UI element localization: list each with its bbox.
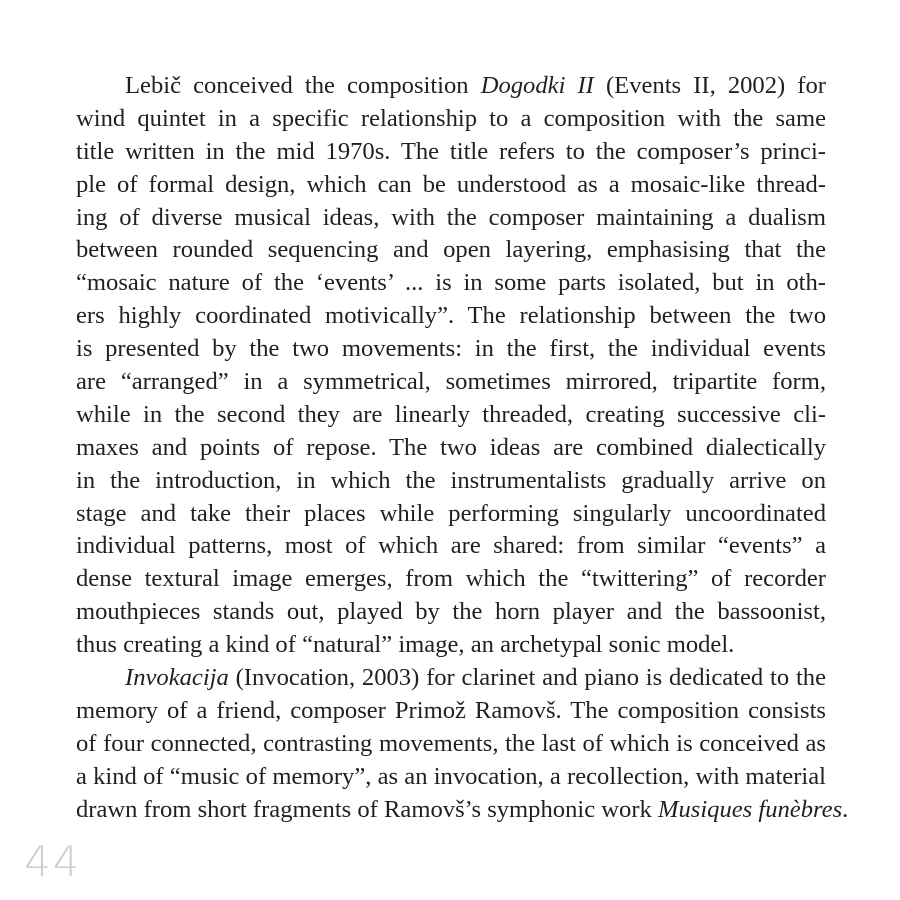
text-run: memory of a friend, composer Primož Ramovš. The composition consists	[76, 696, 826, 724]
paragraph	[76, 662, 849, 826]
text-line	[76, 300, 826, 333]
text-line	[76, 465, 826, 498]
text-run: thus creating a kind of “natural” image, an archetypal sonic model.	[76, 631, 735, 659]
text-line	[76, 103, 826, 136]
text-run: (Invocation, 2003) for clarinet and piano is dedicated to the	[228, 664, 826, 692]
text-run: maxes and points of repose. The two ideas are combined dialectically	[76, 433, 826, 461]
text-run: (Events II, 2002) for	[593, 72, 826, 99]
text-run: of four connected, contrasting movements, the last of which is conceived as	[76, 729, 826, 757]
text-run: ple of formal design, which can be understood as a mosaic-like thread-	[76, 170, 826, 198]
text-line	[76, 498, 826, 531]
text-line	[76, 794, 849, 827]
text-run: ing of diverse musical ideas, with the composer maintaining a dualism	[76, 203, 826, 231]
text-line	[76, 761, 826, 794]
text-run: wind quintet in a specific relationship to a composition with the same	[76, 104, 826, 132]
italic-title: Invokacija	[125, 664, 229, 692]
text-run: Lebič conceived the composition	[125, 72, 481, 99]
text-line	[76, 267, 826, 300]
text-run: is presented by the two movements: in the first, the individual events	[76, 335, 826, 363]
text-line	[76, 366, 826, 399]
text-line	[76, 333, 826, 366]
text-line	[76, 169, 826, 202]
text-line	[76, 202, 826, 235]
text-line	[76, 399, 826, 432]
text-line	[76, 136, 826, 169]
text-run: ers highly coordinated motivically”. The relationship between the two	[76, 302, 826, 330]
text-line	[76, 728, 826, 761]
text-run: individual patterns, most of which are shared: from similar “events” a	[76, 532, 826, 560]
text-line	[76, 432, 826, 465]
paragraph	[76, 70, 826, 662]
text-run: are “arranged” in a symmetrical, sometimes mirrored, tripartite form,	[76, 368, 826, 396]
text-run: drawn from short fragments of Ramovš’s symphonic work	[76, 795, 658, 823]
text-run: while in the second they are linearly threaded, creating successive cli-	[76, 400, 826, 428]
text-line	[76, 629, 826, 662]
text-run: title written in the mid 1970s. The title refers to the composer’s princi-	[76, 137, 826, 165]
text-line	[76, 530, 826, 563]
text-line	[76, 596, 826, 629]
text-run: mouthpieces stands out, played by the horn player and the bassoonist,	[76, 598, 826, 626]
page-number: 44	[24, 837, 82, 886]
text-line	[76, 695, 826, 728]
text-run: .	[842, 795, 849, 823]
italic-title: Dogodki II	[480, 72, 594, 99]
text-run: dense textural image emerges, from which the “twittering” of recorder	[76, 565, 826, 593]
text-line	[76, 662, 826, 695]
italic-title: Musiques funèbres	[657, 795, 843, 823]
text-line	[76, 70, 826, 103]
text-line	[76, 234, 826, 267]
body-text	[76, 70, 849, 826]
text-run: “mosaic nature of the ‘events’ ... is in some parts isolated, but in oth-	[76, 269, 826, 297]
text-run: stage and take their places while performing singularly uncoordinated	[76, 499, 826, 527]
text-run: in the introduction, in which the instrumentalists gradually arrive on	[76, 466, 826, 494]
text-run: a kind of “music of memory”, as an invocation, a recollection, with material	[76, 762, 826, 790]
text-run: between rounded sequencing and open layering, emphasising that the	[76, 236, 826, 264]
text-line	[76, 563, 826, 596]
